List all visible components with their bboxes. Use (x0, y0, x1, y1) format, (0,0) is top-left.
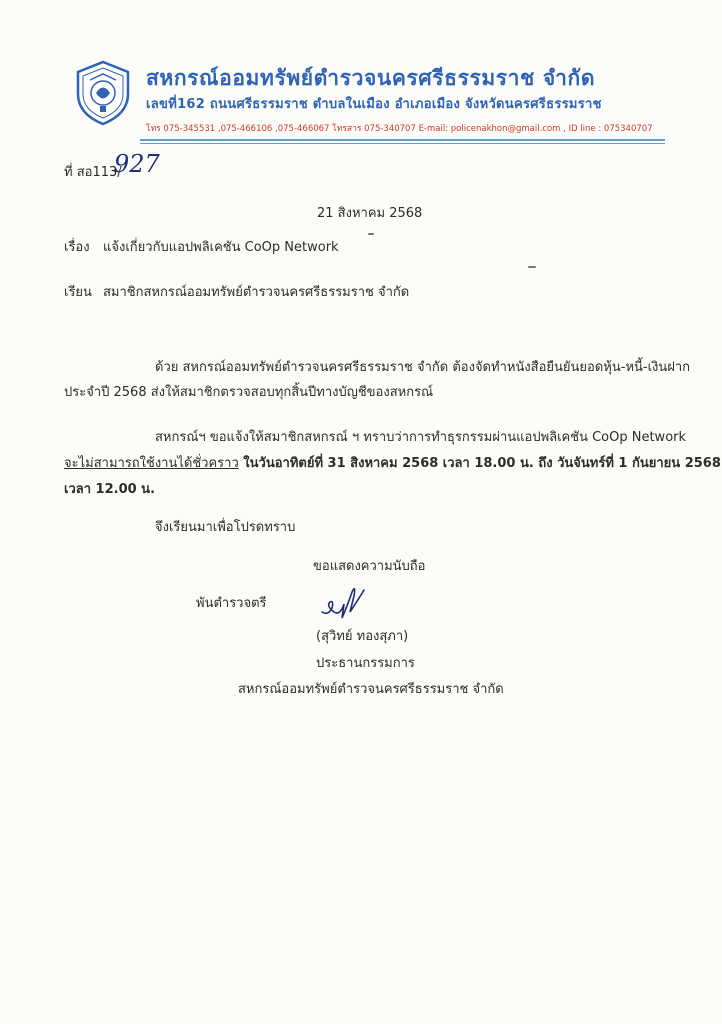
paragraph-2-line-1: สหกรณ์ฯ ขอแจ้งให้สมาชิกสหกรณ์ ฯ ทราบว่าการทำธุรกรรมผ่านแอปพลิเคชัน CoOp Network (155, 430, 687, 445)
signer-organization: สหกรณ์ออมทรัพย์ตำรวจนครศรีธรรมราช จำกัด (238, 682, 504, 697)
handwritten-signature-icon (318, 582, 378, 622)
recipient-label: เรียน (64, 285, 92, 300)
reference-number-handwritten: 927 (114, 150, 160, 178)
signer-rank: พันตำรวจตรี (196, 596, 267, 611)
paragraph-2-line-3: เวลา 12.00 น. (64, 482, 156, 497)
subject-text: แจ้งเกี่ยวกับแอปพลิเคชัน CoOp Network (103, 240, 339, 255)
paragraph-1-line-2: ประจำปี 2568 ส่งให้สมาชิกตรวจสอบทุกสิ้นปีทางบัญชีของสหกรณ์ (64, 385, 434, 400)
organization-name: สหกรณ์ออมทรัพย์ตำรวจนครศรีธรรมราช จำกัด (146, 66, 596, 90)
organization-address: เลขที่162 ถนนศรีธรรมราช ตำบลในเมือง อำเภอเมือง จังหวัดนครศรีธรรมราช (146, 97, 602, 112)
organization-contact: โทร 075-345531 ,075-466106 ,075-466067 โทรสาร 075-340707 E-mail: policenakhon@gmail.com , ID line : 075340707 (146, 124, 653, 134)
header-rule (140, 139, 665, 141)
signer-name: (สุวิทย์ ทองสุภา) (316, 629, 409, 644)
recipient-text: สมาชิกสหกรณ์ออมทรัพย์ตำรวจนครศรีธรรมราช จำกัด (103, 285, 410, 300)
scan-speck (368, 233, 374, 235)
letter-date: 21 สิงหาคม 2568 (317, 206, 423, 221)
header-rule-thin (140, 143, 665, 144)
unavailable-notice: จะไม่สามารถใช้งานได้ชั่วคราว (64, 456, 239, 471)
downtime-period: ในวันอาทิตย์ที่ 31 สิงหาคม 2568 เวลา 18.00 น. ถึง วันจันทร์ที่ 1 กันยายน 2568 (238, 456, 721, 471)
signer-position: ประธานกรรมการ (316, 656, 415, 671)
reference-label: ที่ สอ113/ (64, 165, 122, 180)
subject-label: เรื่อง (64, 240, 90, 255)
cooperative-logo-icon (74, 60, 132, 126)
paragraph-1-line-1: ด้วย สหกรณ์ออมทรัพย์ตำรวจนครศรีธรรมราช จำกัด ต้องจัดทำหนังสือยืนยันยอดหุ้น-หนี้-เงินฝาก (155, 360, 691, 375)
closing-text: จึงเรียนมาเพื่อโปรดทราบ (155, 520, 296, 535)
scan-speck (528, 266, 536, 268)
regards-text: ขอแสดงความนับถือ (313, 559, 426, 574)
paragraph-2-line-2 (64, 452, 721, 473)
